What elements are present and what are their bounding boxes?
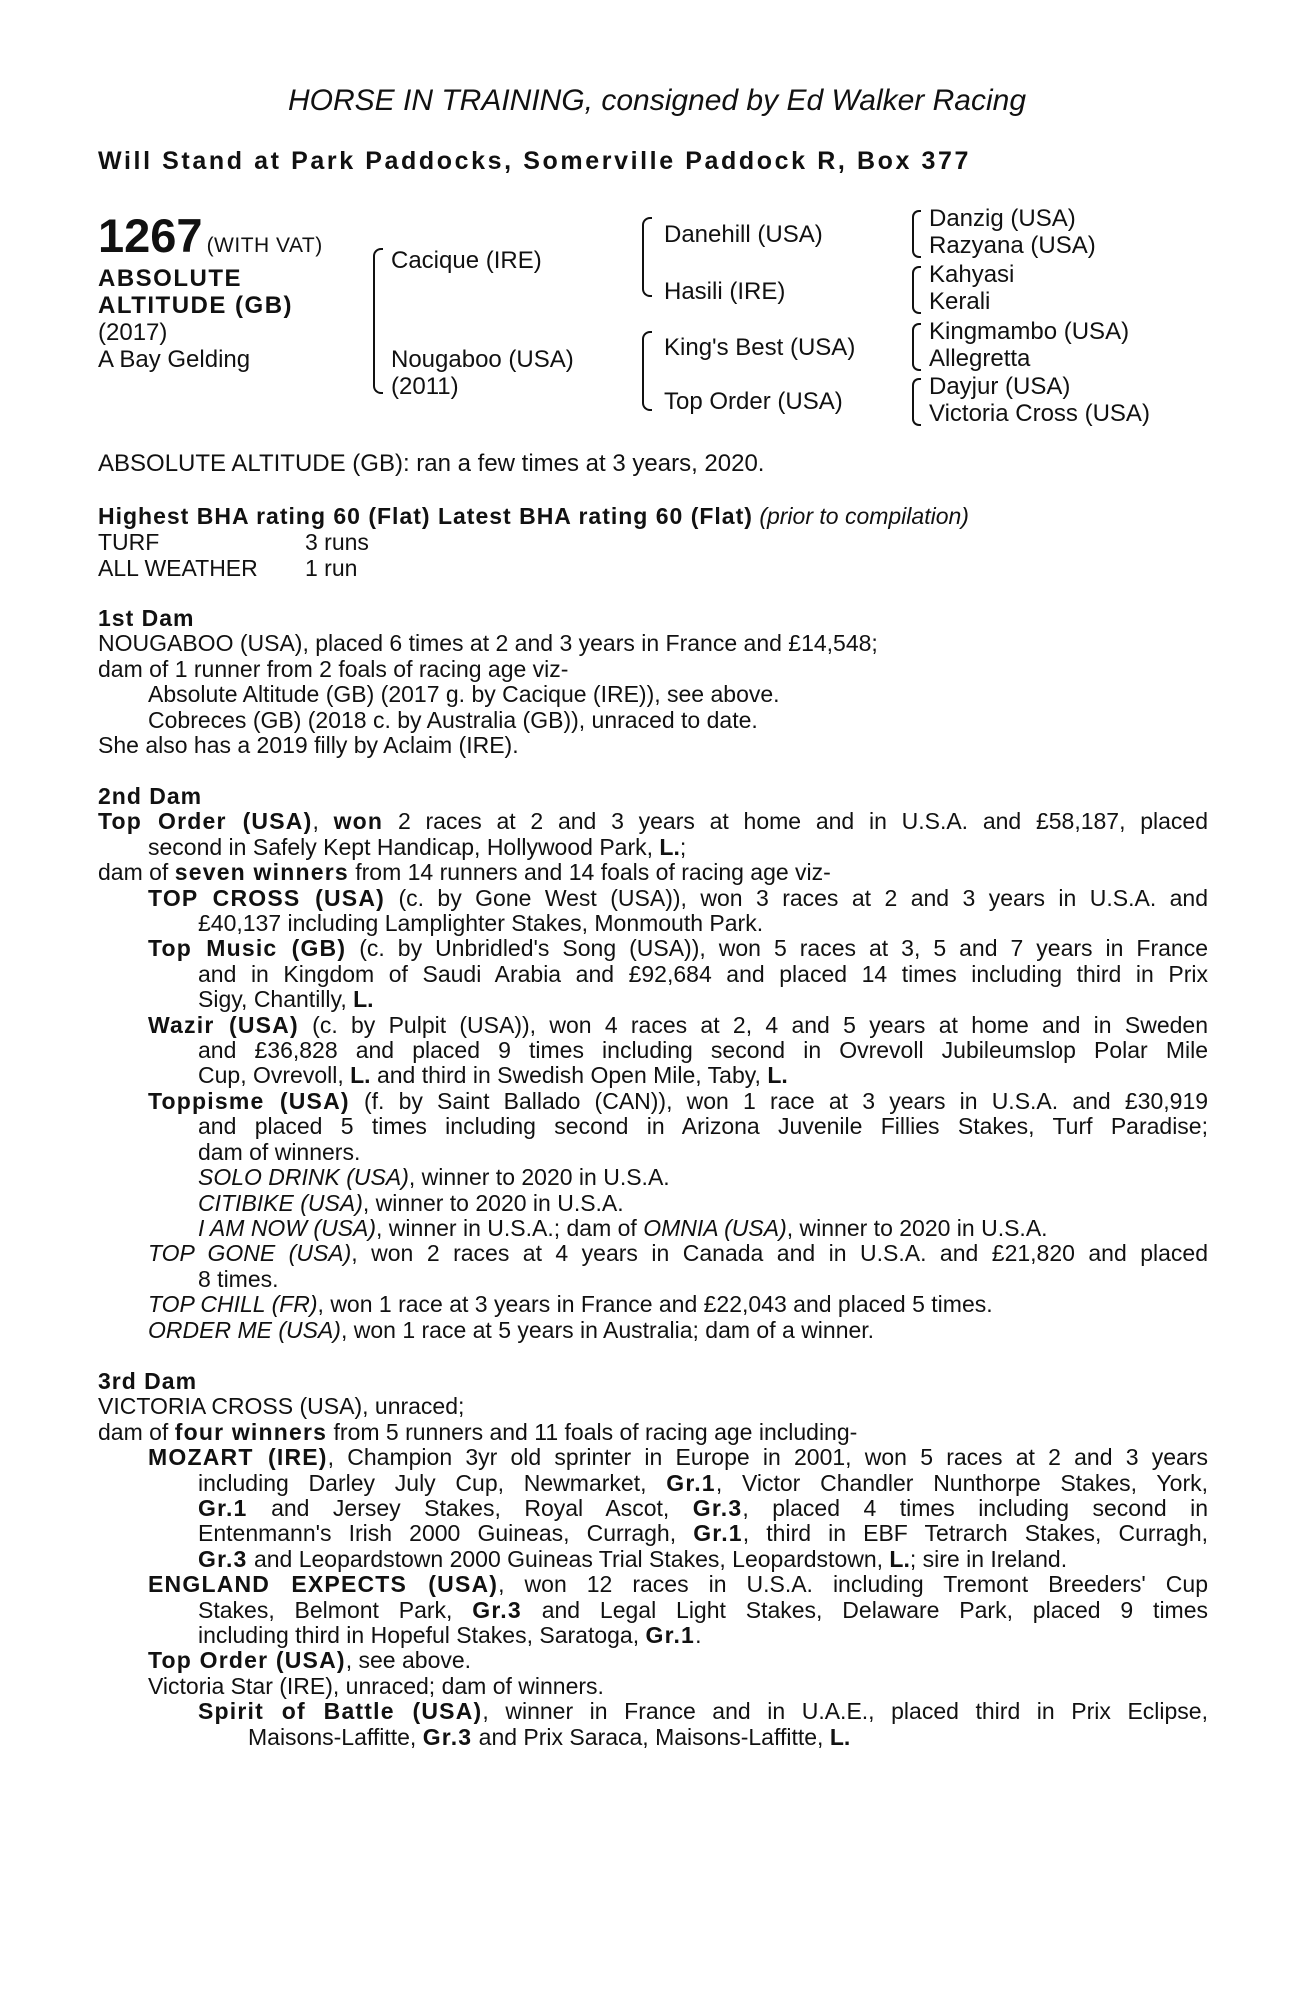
dam-text: , Victor Chandler Nunthorpe Stakes, York, (715, 1469, 1208, 1496)
pedigree-brace (373, 248, 383, 394)
progeny-entry (98, 1598, 1208, 1623)
dam-text: and Prix Saraca, Maisons-Laffitte, (478, 1723, 824, 1750)
progeny-entry (98, 1318, 1208, 1343)
dam-sire: King's Best (USA) (664, 334, 856, 361)
progeny-entry (98, 1699, 1208, 1724)
dam-text: , winner to 2020 in U.S.A. (362, 1189, 624, 1216)
section-heading: 3rd Dam (98, 1368, 198, 1394)
listed-label: L. (353, 986, 374, 1013)
pedigree-brace (642, 217, 652, 297)
progeny-entry: and placed 5 times including second in Arizona Juvenile Fillies Stakes, Turf Paradise; (198, 1113, 1208, 1140)
dam-text: including third in Hopeful Stakes, Saratoga, (198, 1622, 640, 1649)
group-label: Gr.3 (692, 1495, 743, 1522)
race-summary: ABSOLUTE ALTITUDE (GB): ran a few times at 3 years, 2020. (98, 450, 765, 477)
dam-text: dam of 1 runner from 2 foals of racing age viz- (98, 655, 569, 682)
dam-text: (c. by Pulpit (USA)), won 4 races at 2, 4 and 5 years at home and in Sweden (312, 1011, 1208, 1038)
progeny-entry: dam of winners. (198, 1138, 361, 1165)
dam: Nougaboo (USA) (391, 346, 574, 373)
won-label: won (333, 808, 384, 835)
dam-text: and Leopardstown 2000 Guineas Trial Stakes, Leopardstown, (253, 1545, 884, 1572)
progeny-entry: Victoria Star (IRE), unraced; dam of winners. (148, 1672, 604, 1699)
turf-label: TURF (98, 529, 160, 555)
horse-name-line2: ALTITUDE (GB) (98, 292, 294, 319)
dam-text: She also has a 2019 filly by Aclaim (IRE). (98, 732, 519, 759)
progeny-entry (98, 1725, 1208, 1750)
progeny-entry: Absolute Altitude (GB) (2017 g. by Cacique (IRE)), see above. (148, 681, 780, 708)
sire: Cacique (IRE) (391, 247, 542, 274)
group-label: Gr.1 (666, 1469, 716, 1496)
progeny-entry (98, 1292, 1208, 1317)
dam-text: and Legal Light Stakes, Delaware Park, placed 9 times (541, 1596, 1209, 1623)
bha-rating (98, 504, 969, 529)
horse-name: Top Order (USA) (148, 1647, 346, 1674)
horse-name: TOP GONE (USA) (148, 1240, 352, 1267)
progeny-entry (98, 1648, 1208, 1673)
dam-text: , see above. (345, 1647, 472, 1674)
dam-text: ; sire in Ireland. (909, 1545, 1068, 1572)
dam-text: and Jersey Stakes, Royal Ascot, (271, 1495, 670, 1522)
progeny-entry (98, 1521, 1208, 1546)
vat-note: (WITH VAT) (206, 234, 323, 257)
dam-text: (c. by Unbridled's Song (USA)), won 5 races at 3, 5 and 7 years in France (359, 935, 1208, 962)
dam-text: VICTORIA CROSS (USA), unraced; (98, 1393, 465, 1420)
g-sire-sire-sire: Danzig (USA) (929, 205, 1076, 232)
horse-name: OMNIA (USA) (643, 1214, 787, 1241)
progeny-entry (98, 1216, 1208, 1241)
dam-text: , winner in France and in U.A.E., placed third in Prix Eclipse, (482, 1698, 1208, 1725)
pedigree-brace (642, 331, 652, 411)
horse-description: A Bay Gelding (98, 346, 251, 373)
dam-text: , placed 4 times including second in (742, 1495, 1209, 1522)
dam-text (98, 835, 1208, 860)
dam-text: NOUGABOO (USA), placed 6 times at 2 and 3 years in France and £14,548; (98, 630, 878, 657)
pedigree-brace (912, 210, 921, 258)
g-sire-dam-dam: Kerali (929, 288, 991, 315)
lot-number-value: 1267 (98, 209, 203, 262)
sire-sire: Danehill (USA) (664, 221, 823, 248)
horse-name: Top Music (GB) (148, 935, 347, 962)
progeny-entry (98, 1572, 1208, 1597)
progeny-entry (98, 1013, 1208, 1038)
section-heading: 2nd Dam (98, 783, 203, 809)
horse-name: Spirit of Battle (USA) (198, 1698, 483, 1725)
progeny-entry (98, 1089, 1208, 1114)
second-dam-section (98, 784, 1208, 1343)
bha-rating-note: (prior to compilation) (759, 503, 969, 529)
listed-label: L. (659, 833, 680, 860)
listed-label: L. (350, 1062, 371, 1089)
progeny-entry: 8 times. (198, 1265, 279, 1292)
progeny-entry (98, 1241, 1208, 1266)
page-title: HORSE IN TRAINING, consigned by Ed Walker Racing (287, 84, 1027, 117)
all-weather-runs: 1 run (305, 555, 358, 581)
dam-text (98, 860, 1208, 885)
dam-text: from 14 runners and 14 foals of racing age viz- (355, 859, 831, 886)
lot-number (98, 208, 323, 263)
dam-text: Top Order (USA), won 2 races at 2 and 3 years at home and in U.S.A. and £58,187, placed (98, 808, 1209, 835)
dam-text: including Darley July Cup, Newmarket, (198, 1469, 647, 1496)
dam-text: (f. by Saint Ballado (CAN)), won 1 race at 3 years in U.S.A. and £30,919 (363, 1087, 1209, 1114)
listed-label: L. (829, 1723, 851, 1750)
progeny-entry: Cobreces (GB) (2018 c. by Australia (GB)), unraced to date. (148, 706, 758, 733)
horse-name: MOZART (IRE) (148, 1444, 328, 1471)
turf-runs: 3 runs (305, 529, 369, 555)
progeny-entry (98, 987, 1208, 1012)
horse-name: ORDER ME (USA) (148, 1316, 341, 1343)
dam-text: Maisons-Laffitte, (248, 1723, 417, 1750)
progeny-entry: £40,137 including Lamplighter Stakes, Monmouth Park. (198, 910, 764, 937)
g-dam-dam-dam: Victoria Cross (USA) (929, 400, 1150, 427)
dam-text: Stakes, Belmont Park, (198, 1596, 453, 1623)
g-sire-sire-dam: Razyana (USA) (929, 232, 1096, 259)
dam-text: , won 12 races in U.S.A. including Tremont Breeders' Cup (498, 1571, 1208, 1598)
horse-name: Toppisme (USA) (148, 1087, 350, 1114)
g-sire-dam-sire: Kahyasi (929, 261, 1015, 288)
pedigree-brace (912, 378, 921, 426)
listed-label: L. (767, 1062, 788, 1089)
horse-name: ENGLAND EXPECTS (USA) (148, 1571, 499, 1598)
dam-text (98, 1420, 1208, 1445)
dam-text: , winner to 2020 in U.S.A. (408, 1164, 670, 1191)
dam-text: ; (679, 833, 687, 860)
dam-text: Sigy, Chantilly, (198, 986, 347, 1013)
dam-text: , third in EBF Tetrarch Stakes, Curragh, (742, 1520, 1209, 1547)
horse-name: Wazir (USA) (148, 1011, 299, 1038)
section-heading: 1st Dam (98, 605, 195, 631)
group-label: Gr.1 (645, 1622, 696, 1649)
group-label: Gr.3 (422, 1723, 473, 1750)
third-dam-section (98, 1369, 1208, 1750)
pedigree-brace (912, 323, 921, 371)
winners-count: seven winners (174, 859, 349, 886)
dam-text: , won 1 race at 5 years in Australia; dam of a winner. (340, 1316, 875, 1343)
sire-dam: Hasili (IRE) (664, 278, 786, 305)
bha-rating-bold: Highest BHA rating 60 (Flat) Latest BHA rating 60 (Flat) (98, 503, 753, 529)
dam-text: , winner to 2020 in U.S.A. (786, 1214, 1048, 1241)
listed-label: L. (889, 1545, 910, 1572)
first-dam-section (98, 606, 1208, 758)
horse-name: I AM NOW (USA) (198, 1214, 377, 1241)
progeny-entry: and in Kingdom of Saudi Arabia and £92,684 and placed 14 times including third in Prix (198, 960, 1208, 987)
dam-text: , Champion 3yr old sprinter in Europe in 2001, won 5 races at 2 and 3 years (327, 1444, 1208, 1471)
horse-name: CITIBIKE (USA) (198, 1189, 363, 1216)
dam-text: 2 races at 2 and 3 years at home and in U.S.A. and £58,187, placed (397, 808, 1209, 835)
group-label: Gr.1 (198, 1495, 248, 1522)
g-dam-sire-sire: Kingmambo (USA) (929, 318, 1130, 345)
horse-name: Top Order (USA) (98, 808, 313, 835)
dam-text: , won 1 race at 3 years in France and £22,043 and placed 5 times. (317, 1291, 993, 1318)
winners-count: four winners (174, 1418, 328, 1445)
pedigree-brace (912, 266, 921, 314)
dam-text: Cup, Ovrevoll, (198, 1062, 344, 1089)
dam-dam: Top Order (USA) (664, 388, 843, 415)
progeny-entry (98, 1445, 1208, 1470)
progeny-entry (98, 886, 1208, 911)
horse-name-line1: ABSOLUTE (98, 265, 242, 292)
progeny-entry (98, 1547, 1208, 1572)
progeny-entry (98, 1623, 1208, 1648)
dam-text: dam of (98, 859, 169, 886)
group-label: Gr.1 (693, 1520, 743, 1547)
dam-text: . (695, 1622, 702, 1649)
group-label: Gr.3 (198, 1545, 248, 1572)
dam-text: and third in Swedish Open Mile, Taby, (376, 1062, 761, 1089)
dam-text: from 5 runners and 11 foals of racing age including- (333, 1418, 858, 1445)
dam-text: dam of (98, 1418, 169, 1445)
progeny-entry (98, 1471, 1208, 1496)
progeny-entry (98, 1191, 1208, 1216)
progeny-entry (98, 936, 1208, 961)
group-label: Gr.3 (472, 1596, 522, 1623)
foaling-year: (2017) (98, 319, 168, 346)
g-dam-sire-dam: Allegretta (929, 345, 1031, 372)
horse-name: TOP CROSS (USA) (148, 884, 385, 911)
dam-year: (2011) (391, 373, 459, 400)
dam-text: (c. by Gone West (USA)), won 3 races at 2 and 3 years in U.S.A. and (398, 884, 1209, 911)
horse-name: SOLO DRINK (USA) (198, 1164, 409, 1191)
stand-location: Will Stand at Park Paddocks, Somerville Paddock R, Box 377 (98, 147, 972, 175)
g-dam-dam-sire: Dayjur (USA) (929, 373, 1071, 400)
progeny-entry (98, 1496, 1208, 1521)
progeny-entry: and £36,828 and placed 9 times including second in Ovrevoll Jubileumslop Polar Mile (198, 1037, 1208, 1064)
dam-text: , won 2 races at 4 years in Canada and in U.S.A. and £21,820 and placed (351, 1240, 1208, 1267)
dam-text: , winner in U.S.A.; dam of (376, 1214, 637, 1241)
all-weather-label: ALL WEATHER (98, 555, 258, 581)
dam-text: Entenmann's Irish 2000 Guineas, Curragh, (198, 1520, 677, 1547)
horse-name: TOP CHILL (FR) (148, 1291, 318, 1318)
dam-text: second in Safely Kept Handicap, Hollywood Park, (148, 833, 654, 860)
progeny-entry (98, 1063, 1208, 1088)
progeny-entry (98, 1165, 1208, 1190)
